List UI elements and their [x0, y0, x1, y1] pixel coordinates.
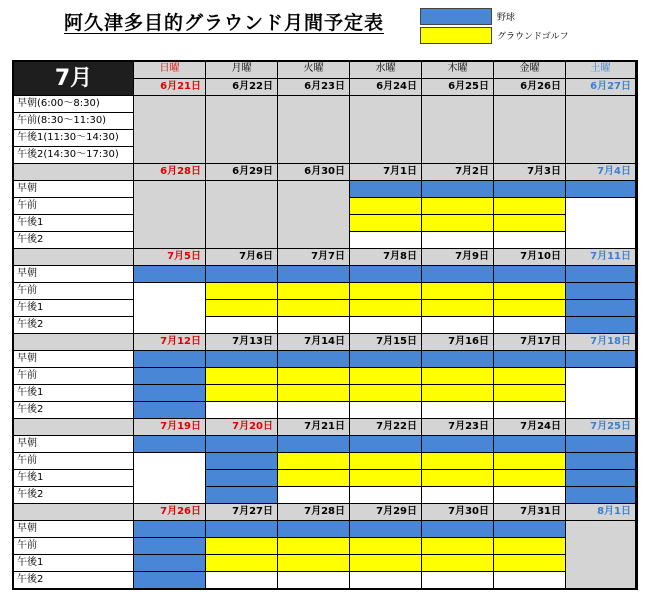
- slot-baseball[interactable]: [278, 436, 350, 453]
- closed-cell: [278, 96, 350, 164]
- date-cell: 7月2日: [422, 164, 494, 181]
- slot-baseball[interactable]: [566, 351, 636, 368]
- slot-unavailable: [494, 402, 566, 419]
- slot-ground-golf[interactable]: [278, 453, 350, 470]
- slot-ground-golf[interactable]: [206, 283, 278, 300]
- closed-cell: [566, 521, 636, 589]
- slot-label: 午後1: [14, 215, 134, 232]
- slot-ground-golf[interactable]: [422, 368, 494, 385]
- slot-baseball[interactable]: [566, 266, 636, 283]
- date-cell: 7月15日: [350, 334, 422, 351]
- date-cell: 7月9日: [422, 249, 494, 266]
- date-cell: 7月6日: [206, 249, 278, 266]
- slot-unavailable: [422, 572, 494, 589]
- date-cell: 8月1日: [566, 504, 636, 521]
- slot-ground-golf[interactable]: [350, 453, 422, 470]
- slot-ground-golf[interactable]: [278, 300, 350, 317]
- slot-label: 午後2: [14, 232, 134, 249]
- date-cell: 7月28日: [278, 504, 350, 521]
- slot-baseball[interactable]: [206, 470, 278, 487]
- slot-ground-golf[interactable]: [350, 538, 422, 555]
- slot-label: 早朝(6:00～8:30): [14, 96, 134, 113]
- slot-label: 午後1: [14, 385, 134, 402]
- slot-baseball[interactable]: [134, 402, 206, 419]
- date-cell: 6月22日: [206, 79, 278, 96]
- slot-unavailable: [494, 232, 566, 249]
- slot-ground-golf[interactable]: [278, 470, 350, 487]
- schedule-table: [12, 60, 638, 590]
- slot-baseball[interactable]: [278, 521, 350, 538]
- date-cell: 7月18日: [566, 334, 636, 351]
- day-header: 火曜: [278, 62, 350, 79]
- day-header: 月曜: [206, 62, 278, 79]
- slot-ground-golf[interactable]: [422, 300, 494, 317]
- slot-baseball[interactable]: [134, 555, 206, 572]
- date-cell: 6月30日: [278, 164, 350, 181]
- slot-baseball[interactable]: [134, 368, 206, 385]
- slot-unavailable: [494, 487, 566, 504]
- slot-ground-golf[interactable]: [278, 385, 350, 402]
- slot-ground-golf[interactable]: [494, 198, 566, 215]
- slot-ground-golf[interactable]: [422, 538, 494, 555]
- date-cell: 7月4日: [566, 164, 636, 181]
- slot-ground-golf[interactable]: [350, 198, 422, 215]
- slot-ground-golf[interactable]: [494, 453, 566, 470]
- date-cell: 7月5日: [134, 249, 206, 266]
- slot-ground-golf[interactable]: [206, 368, 278, 385]
- slot-unavailable: [422, 232, 494, 249]
- date-cell: 7月19日: [134, 419, 206, 436]
- slot-unavailable: [566, 198, 636, 249]
- slot-unavailable: [350, 572, 422, 589]
- date-cell: 7月21日: [278, 419, 350, 436]
- slot-baseball[interactable]: [134, 572, 206, 589]
- slot-baseball[interactable]: [134, 521, 206, 538]
- closed-cell: [422, 96, 494, 164]
- slot-ground-golf[interactable]: [494, 300, 566, 317]
- date-cell: 6月29日: [206, 164, 278, 181]
- slot-unavailable: [206, 317, 278, 334]
- slot-ground-golf[interactable]: [422, 555, 494, 572]
- day-header: 水曜: [350, 62, 422, 79]
- slot-unavailable: [422, 402, 494, 419]
- date-cell: 7月27日: [206, 504, 278, 521]
- slot-baseball[interactable]: [278, 266, 350, 283]
- slot-baseball[interactable]: [422, 181, 494, 198]
- slot-unavailable: [278, 317, 350, 334]
- slot-baseball[interactable]: [566, 181, 636, 198]
- date-cell: 7月25日: [566, 419, 636, 436]
- slot-label: 午後2(14:30～17:30): [14, 147, 134, 164]
- date-cell: 7月16日: [422, 334, 494, 351]
- slot-baseball[interactable]: [134, 266, 206, 283]
- slot-unavailable: [494, 572, 566, 589]
- slot-baseball[interactable]: [350, 436, 422, 453]
- slot-label: 早朝: [14, 521, 134, 538]
- slot-baseball[interactable]: [278, 351, 350, 368]
- slot-ground-golf[interactable]: [206, 555, 278, 572]
- date-row-label: [14, 164, 134, 181]
- slot-label: 午後1: [14, 555, 134, 572]
- slot-label: 午後2: [14, 402, 134, 419]
- slot-baseball[interactable]: [206, 521, 278, 538]
- date-cell: 7月20日: [206, 419, 278, 436]
- day-header: 金曜: [494, 62, 566, 79]
- slot-baseball[interactable]: [206, 266, 278, 283]
- date-cell: 7月3日: [494, 164, 566, 181]
- slot-baseball[interactable]: [494, 521, 566, 538]
- slot-baseball[interactable]: [566, 470, 636, 487]
- slot-label: 午後1(11:30～14:30): [14, 130, 134, 147]
- date-cell: 6月23日: [278, 79, 350, 96]
- date-row-label: [14, 419, 134, 436]
- slot-baseball[interactable]: [350, 181, 422, 198]
- slot-label: 午後2: [14, 572, 134, 589]
- slot-baseball[interactable]: [350, 521, 422, 538]
- legend-label-ground-golf: グラウンドゴルフ: [497, 32, 569, 42]
- slot-ground-golf[interactable]: [422, 470, 494, 487]
- slot-ground-golf[interactable]: [278, 368, 350, 385]
- slot-baseball[interactable]: [566, 317, 636, 334]
- slot-unavailable: [278, 487, 350, 504]
- date-cell: 7月14日: [278, 334, 350, 351]
- slot-unavailable: [206, 572, 278, 589]
- slot-label: 早朝: [14, 266, 134, 283]
- slot-unavailable: [494, 317, 566, 334]
- slot-baseball[interactable]: [422, 436, 494, 453]
- slot-ground-golf[interactable]: [350, 385, 422, 402]
- date-cell: 7月26日: [134, 504, 206, 521]
- slot-unavailable: [350, 317, 422, 334]
- slot-unavailable: [422, 317, 494, 334]
- slot-baseball[interactable]: [422, 266, 494, 283]
- slot-ground-golf[interactable]: [206, 385, 278, 402]
- date-cell: 7月24日: [494, 419, 566, 436]
- slot-ground-golf[interactable]: [422, 453, 494, 470]
- legend-swatch-baseball: [420, 8, 492, 25]
- date-cell: 7月30日: [422, 504, 494, 521]
- slot-label: 午前: [14, 283, 134, 300]
- slot-unavailable: [350, 487, 422, 504]
- slot-ground-golf[interactable]: [278, 555, 350, 572]
- slot-ground-golf[interactable]: [350, 555, 422, 572]
- closed-cell: [134, 96, 206, 164]
- slot-label: 早朝: [14, 436, 134, 453]
- slot-baseball[interactable]: [350, 266, 422, 283]
- date-cell: 7月7日: [278, 249, 350, 266]
- closed-cell: [278, 181, 350, 249]
- slot-ground-golf[interactable]: [494, 538, 566, 555]
- slot-ground-golf[interactable]: [278, 283, 350, 300]
- slot-unavailable: [134, 283, 206, 334]
- slot-ground-golf[interactable]: [494, 470, 566, 487]
- slot-baseball[interactable]: [494, 181, 566, 198]
- slot-ground-golf[interactable]: [494, 283, 566, 300]
- closed-cell: [206, 181, 278, 249]
- slot-baseball[interactable]: [134, 351, 206, 368]
- slot-unavailable: [206, 402, 278, 419]
- closed-cell: [566, 96, 636, 164]
- date-cell: 7月8日: [350, 249, 422, 266]
- slot-baseball[interactable]: [422, 351, 494, 368]
- slot-baseball[interactable]: [422, 521, 494, 538]
- slot-ground-golf[interactable]: [206, 538, 278, 555]
- date-cell: 7月22日: [350, 419, 422, 436]
- slot-unavailable: [134, 453, 206, 504]
- slot-ground-golf[interactable]: [494, 368, 566, 385]
- date-row-label: [14, 249, 134, 266]
- slot-baseball[interactable]: [134, 436, 206, 453]
- slot-unavailable: [278, 402, 350, 419]
- slot-label: 午後1: [14, 470, 134, 487]
- date-cell: 7月12日: [134, 334, 206, 351]
- slot-baseball[interactable]: [494, 436, 566, 453]
- slot-ground-golf[interactable]: [494, 555, 566, 572]
- slot-unavailable: [350, 402, 422, 419]
- date-cell: 7月31日: [494, 504, 566, 521]
- date-cell: 7月1日: [350, 164, 422, 181]
- slot-baseball[interactable]: [206, 487, 278, 504]
- slot-label: 午前: [14, 538, 134, 555]
- day-header: 木曜: [422, 62, 494, 79]
- date-row-label: [14, 334, 134, 351]
- slot-unavailable: [566, 368, 636, 419]
- legend-swatch-ground-golf: [420, 27, 492, 44]
- slot-unavailable: [350, 232, 422, 249]
- legend-label-baseball: 野球: [497, 13, 516, 23]
- month-label: 7月: [14, 62, 134, 96]
- date-cell: 7月11日: [566, 249, 636, 266]
- slot-ground-golf[interactable]: [350, 300, 422, 317]
- slot-baseball[interactable]: [134, 385, 206, 402]
- slot-ground-golf[interactable]: [422, 215, 494, 232]
- slot-label: 午前: [14, 453, 134, 470]
- slot-baseball[interactable]: [566, 487, 636, 504]
- slot-ground-golf[interactable]: [206, 300, 278, 317]
- slot-label: 午後1: [14, 300, 134, 317]
- slot-label: 午前: [14, 198, 134, 215]
- slot-ground-golf[interactable]: [422, 283, 494, 300]
- slot-baseball[interactable]: [206, 436, 278, 453]
- slot-ground-golf[interactable]: [422, 385, 494, 402]
- slot-label: 午前(8:30～11:30): [14, 113, 134, 130]
- slot-ground-golf[interactable]: [350, 215, 422, 232]
- slot-ground-golf[interactable]: [350, 368, 422, 385]
- slot-label: 午後2: [14, 487, 134, 504]
- slot-label: 午前: [14, 368, 134, 385]
- slot-baseball[interactable]: [494, 351, 566, 368]
- day-header: 日曜: [134, 62, 206, 79]
- slot-ground-golf[interactable]: [494, 385, 566, 402]
- slot-baseball[interactable]: [566, 283, 636, 300]
- date-cell: 7月13日: [206, 334, 278, 351]
- slot-unavailable: [278, 572, 350, 589]
- closed-cell: [350, 96, 422, 164]
- slot-baseball[interactable]: [134, 538, 206, 555]
- page-title: 阿久津多目的グラウンド月間予定表: [64, 12, 385, 34]
- slot-ground-golf[interactable]: [278, 538, 350, 555]
- slot-ground-golf[interactable]: [494, 215, 566, 232]
- slot-unavailable: [422, 487, 494, 504]
- slot-ground-golf[interactable]: [350, 283, 422, 300]
- slot-ground-golf[interactable]: [422, 198, 494, 215]
- slot-label: 早朝: [14, 181, 134, 198]
- date-cell: 7月29日: [350, 504, 422, 521]
- slot-ground-golf[interactable]: [350, 470, 422, 487]
- slot-baseball[interactable]: [566, 436, 636, 453]
- date-cell: 7月10日: [494, 249, 566, 266]
- slot-label: 午後2: [14, 317, 134, 334]
- slot-baseball[interactable]: [494, 266, 566, 283]
- date-cell: 6月26日: [494, 79, 566, 96]
- slot-label: 早朝: [14, 351, 134, 368]
- date-cell: 6月21日: [134, 79, 206, 96]
- slot-baseball[interactable]: [206, 351, 278, 368]
- date-cell: 7月17日: [494, 334, 566, 351]
- date-cell: 6月27日: [566, 79, 636, 96]
- slot-baseball[interactable]: [206, 453, 278, 470]
- closed-cell: [206, 96, 278, 164]
- slot-baseball[interactable]: [566, 300, 636, 317]
- closed-cell: [134, 181, 206, 249]
- slot-baseball[interactable]: [350, 351, 422, 368]
- date-cell: 6月25日: [422, 79, 494, 96]
- slot-baseball[interactable]: [566, 453, 636, 470]
- closed-cell: [494, 96, 566, 164]
- date-row-label: [14, 504, 134, 521]
- day-header: 土曜: [566, 62, 636, 79]
- date-cell: 7月23日: [422, 419, 494, 436]
- date-cell: 6月28日: [134, 164, 206, 181]
- date-cell: 6月24日: [350, 79, 422, 96]
